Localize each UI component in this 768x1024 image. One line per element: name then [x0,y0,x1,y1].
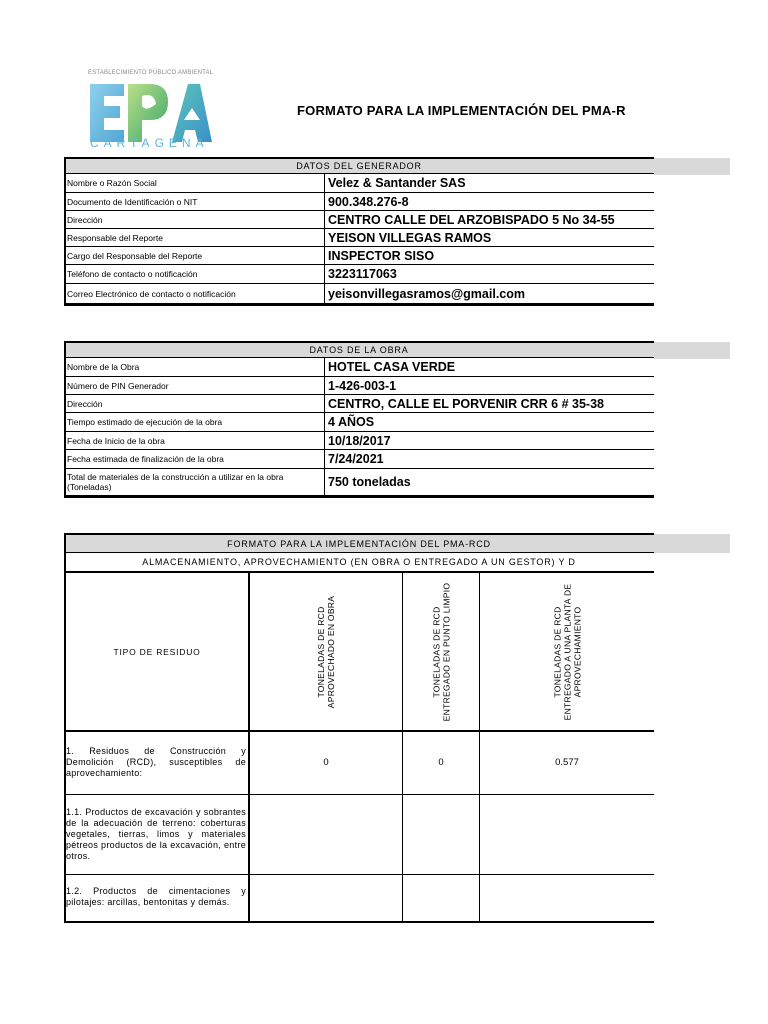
field-value: CENTRO CALLE DEL ARZOBISPADO 5 No 34-55 [325,211,654,229]
field-value: 4 AÑOS [325,413,654,432]
field-label: Total de materiales de la construcción a utilizar en la obra (Toneladas) [64,469,325,496]
field-value: Velez & Santander SAS [325,174,654,193]
header-extension [654,534,730,553]
col-tipo-residuo: TIPO DE RESIDUO [113,646,201,657]
document-title: FORMATO PARA LA IMPLEMENTACIÓN DEL PMA-R [297,103,626,118]
field-label: Número de PIN Generador [64,377,325,395]
table-bottom-border [64,304,654,306]
obra-header: DATOS DE LA OBRA [64,341,654,358]
field-label: Fecha estimada de finalización de la obra [64,450,325,469]
field-value: HOTEL CASA VERDE [325,358,654,377]
field-label: Fecha de Inicio de la obra [64,432,325,450]
field-label: Correo Electrónico de contacto o notificación [64,284,325,304]
field-value: INSPECTOR SISO [325,247,654,265]
field-value: yeisonvillegasramos@gmail.com [325,284,654,304]
col-line: APROVECHAMIENTO [572,606,582,697]
residuo-tipo: 1.1. Productos de excavación y sobrantes de la adecuación de terreno: coberturas vegetales, tierras, limos y materiales pétreos productos de la excavación, entre otros. [66,807,246,861]
col-line: TONELADAS DE RCD [552,605,562,698]
field-value: YEISON VILLEGAS RAMOS [325,229,654,247]
field-value: 900.348.276-8 [325,193,654,211]
row-divider [64,730,654,732]
field-label: Teléfono de contacto o notificación [64,265,325,284]
field-label: Tiempo estimado de ejecución de la obra [64,413,325,432]
logo-city: CARTAGENA [90,136,209,150]
col-punto-limpio [403,573,479,730]
field-label: Dirección [64,211,325,229]
field-label: Documento de Identificación o NIT [64,193,325,211]
row-divider [64,794,654,795]
row-divider [64,874,654,875]
field-value: 7/24/2021 [325,450,654,469]
residuo-tipo: 1. Residuos de Construcción y Demolición (RCD), susceptibles de aprovechamiento: [66,746,246,778]
field-value: 10/18/2017 [325,432,654,450]
value-planta: 0.577 [555,757,579,768]
col-aprovechado-obra [250,573,402,730]
field-label: Nombre o Razón Social [64,174,325,193]
epa-logo [88,70,212,152]
generador-header: DATOS DEL GENERADOR [64,157,654,174]
col-line: ENTREGADO A UNA PLANTA DE [562,583,572,720]
value-aprovechado: 0 [323,757,329,768]
residuo-tipo: 1.2. Productos de cimentaciones y pilotajes: arcillas, bentonitas y demás. [66,886,246,907]
field-label: Dirección [64,395,325,413]
field-label: Responsable del Reporte [64,229,325,247]
logo-tagline: ESTABLECIMIENTO PÚBLICO AMBIENTAL [88,70,214,76]
field-label: Nombre de la Obra [64,358,325,377]
col-line: APROVECHADO EN OBRA [325,595,336,708]
table-bottom-border [64,496,654,498]
col-line: TONELADAS DE RCD [431,605,442,698]
pma-header: FORMATO PARA LA IMPLEMENTACIÓN DEL PMA-RCD [64,533,654,553]
pma-subheader: ALMACENAMIENTO, APROVECHAMIENTO (EN OBRA O ENTREGADO A UN GESTOR) Y D [64,553,654,573]
col-line: TONELADAS DE RCD [315,605,326,698]
col-planta-aprovechamiento [480,573,654,730]
field-value: 1-426-003-1 [325,377,654,395]
field-label: Cargo del Responsable del Reporte [64,247,325,265]
col-line: ENTREGADO EN PUNTO LIMPIO [441,582,452,721]
value-punto-limpio: 0 [438,757,444,768]
field-value: CENTRO, CALLE EL PORVENIR CRR 6 # 35-38 [325,395,654,413]
header-extension [654,342,730,359]
header-extension [654,158,730,175]
field-value: 3223117063 [325,265,654,284]
table-bottom-border [64,921,654,923]
field-value: 750 toneladas [325,469,654,496]
